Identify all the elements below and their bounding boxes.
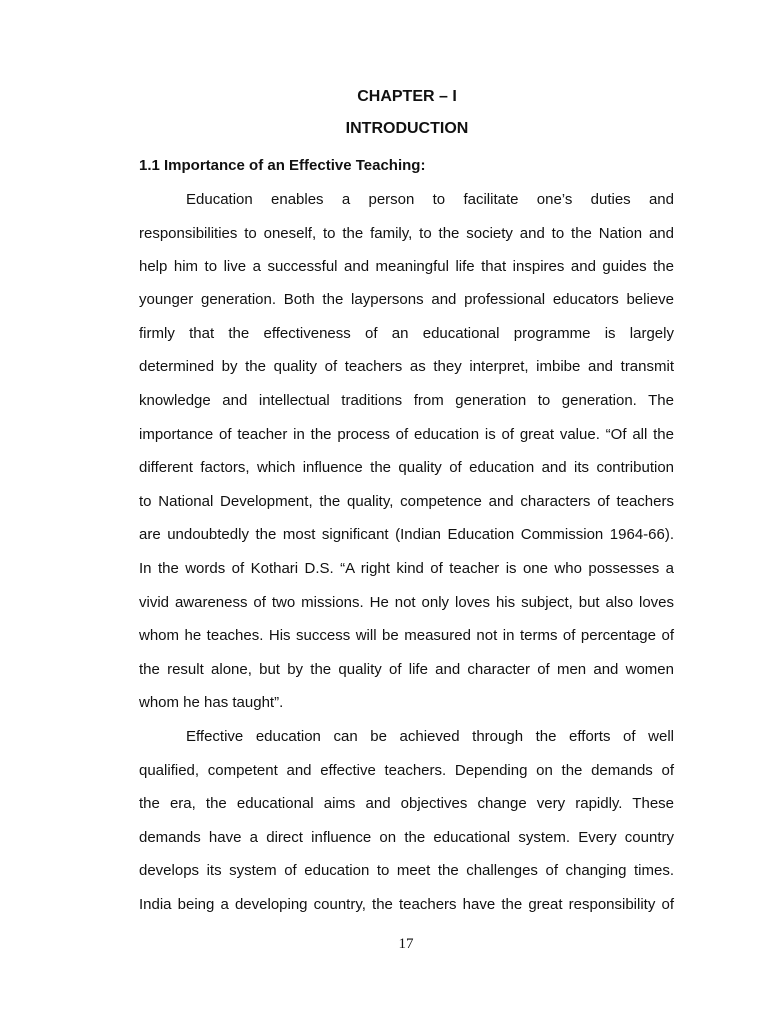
text-line: firmly that the effectiveness of an educational programme is largely (139, 325, 674, 342)
text-line: younger generation. Both the laypersons and professional educators believe (139, 291, 674, 308)
chapter-title: INTRODUCTION (345, 120, 469, 137)
text-line: responsibilities to oneself, to the family, to the society and to the Nation and (139, 225, 674, 242)
page-number: 17 (398, 936, 414, 952)
text-line: In the words of Kothari D.S. “A right kind of teacher is one who possesses a (139, 560, 674, 577)
text-line: India being a developing country, the teachers have the great responsibility of (139, 896, 674, 913)
text-line: importance of teacher in the process of education is of great value. “Of all the (139, 426, 674, 443)
chapter-heading: CHAPTER – I (357, 88, 457, 105)
text-line: different factors, which influence the quality of education and its contribution (139, 459, 674, 476)
text-line: whom he has taught”. (139, 694, 284, 711)
text-line: help him to live a successful and meaningful life that inspires and guides the (139, 258, 674, 275)
text-line: whom he teaches. His success will be measured not in terms of percentage of (139, 627, 674, 644)
text-line: are undoubtedly the most significant (Indian Education Commission 1964-66). (139, 526, 674, 543)
text-line: Education enables a person to facilitate one’s duties and (186, 191, 674, 208)
section-heading: 1.1 Importance of an Effective Teaching: (139, 157, 426, 174)
text-line: Effective education can be achieved through the efforts of well (186, 728, 674, 745)
text-line: develops its system of education to meet the challenges of changing times. (139, 862, 674, 879)
text-line: qualified, competent and effective teachers. Depending on the demands of (139, 762, 674, 779)
text-line: knowledge and intellectual traditions from generation to generation. The (139, 392, 674, 409)
text-line: determined by the quality of teachers as they interpret, imbibe and transmit (139, 358, 674, 375)
text-line: demands have a direct influence on the educational system. Every country (139, 829, 674, 846)
text-line: to National Development, the quality, competence and characters of teachers (139, 493, 674, 510)
text-line: vivid awareness of two missions. He not only loves his subject, but also loves (139, 594, 674, 611)
text-line: the result alone, but by the quality of life and character of men and women (139, 661, 674, 678)
text-line: the era, the educational aims and objectives change very rapidly. These (139, 795, 674, 812)
